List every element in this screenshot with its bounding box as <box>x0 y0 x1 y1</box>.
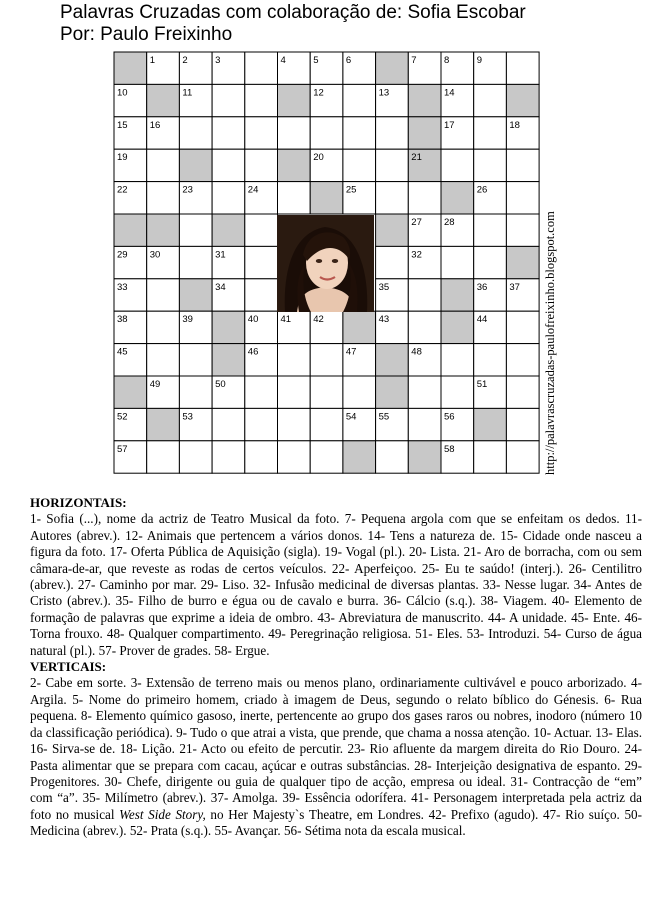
clue-number-1: 1 <box>149 55 155 66</box>
grid-cell[interactable] <box>245 246 278 278</box>
grid-cell[interactable] <box>376 117 409 149</box>
grid-cell[interactable] <box>506 376 539 408</box>
grid-cell[interactable] <box>506 408 539 440</box>
clue-number-22: 22 <box>117 184 128 196</box>
verticais-heading: VERTICAIS: <box>30 659 107 675</box>
black-cell <box>179 279 212 311</box>
grid-cell[interactable] <box>278 182 311 214</box>
black-cell <box>212 344 245 376</box>
grid-cell[interactable] <box>212 149 245 181</box>
clue-number-32: 32 <box>411 249 422 261</box>
grid-cell[interactable] <box>408 279 441 311</box>
grid-cell[interactable] <box>212 182 245 214</box>
grid-cell[interactable] <box>245 279 278 311</box>
black-cell <box>408 117 441 149</box>
black-cell <box>474 408 507 440</box>
clue-number-17: 17 <box>444 119 455 131</box>
clue-number-54: 54 <box>345 411 357 423</box>
clue-number-19: 19 <box>117 152 128 164</box>
clue-number-16: 16 <box>149 119 161 131</box>
clue-number-7: 7 <box>411 55 417 66</box>
grid-cell[interactable] <box>310 408 343 440</box>
grid-cell[interactable] <box>179 117 212 149</box>
black-cell <box>343 441 376 473</box>
clue-number-35: 35 <box>378 281 390 293</box>
clue-number-38: 38 <box>117 314 128 326</box>
black-cell <box>179 149 212 181</box>
grid-cell[interactable] <box>310 344 343 376</box>
black-cell <box>376 214 409 246</box>
grid-cell[interactable] <box>245 376 278 408</box>
clue-number-8: 8 <box>444 55 450 66</box>
black-cell <box>114 376 147 408</box>
black-cell <box>441 311 474 343</box>
black-cell <box>408 441 441 473</box>
grid-cell[interactable] <box>376 149 409 181</box>
clues-section <box>30 495 642 840</box>
clue-number-11: 11 <box>182 87 193 99</box>
black-cell <box>212 311 245 343</box>
grid-cell[interactable] <box>278 117 311 149</box>
grid-cell[interactable] <box>278 344 311 376</box>
grid-cell[interactable] <box>310 117 343 149</box>
grid-cell[interactable] <box>147 149 180 181</box>
clue-number-21: 21 <box>411 152 422 164</box>
black-cell <box>147 408 180 440</box>
grid-cell[interactable] <box>408 376 441 408</box>
black-cell <box>376 376 409 408</box>
clue-number-30: 30 <box>149 249 161 261</box>
grid-cell[interactable] <box>179 376 212 408</box>
verticais-clues <box>30 675 642 839</box>
clue-number-46: 46 <box>247 346 259 358</box>
black-cell <box>441 182 474 214</box>
grid-cell[interactable] <box>245 84 278 116</box>
grid-cell[interactable] <box>179 344 212 376</box>
grid-cell[interactable] <box>343 376 376 408</box>
crossword-grid[interactable] <box>113 51 541 475</box>
grid-cell[interactable] <box>179 246 212 278</box>
clue-number-4: 4 <box>280 55 286 66</box>
clue-number-27: 27 <box>411 217 422 228</box>
grid-cell[interactable] <box>506 182 539 214</box>
black-cell <box>310 182 343 214</box>
grid-cell[interactable] <box>245 408 278 440</box>
clue-number-9: 9 <box>476 55 482 66</box>
grid-cell[interactable] <box>278 408 311 440</box>
grid-cell[interactable] <box>310 376 343 408</box>
clue-number-28: 28 <box>444 217 455 228</box>
clue-number-6: 6 <box>345 55 352 66</box>
black-cell <box>408 84 441 116</box>
grid-cell[interactable] <box>506 311 539 343</box>
clue-number-44: 44 <box>476 314 488 326</box>
clue-number-55: 55 <box>378 411 390 423</box>
grid-cell[interactable] <box>245 52 278 84</box>
grid-cell[interactable] <box>212 84 245 116</box>
grid-cell[interactable] <box>474 117 507 149</box>
grid-cell[interactable] <box>506 149 539 181</box>
black-cell <box>147 84 180 116</box>
grid-cell[interactable] <box>147 311 180 343</box>
grid-cell[interactable] <box>310 441 343 473</box>
horizontais-clues: 1- Sofia (...), nome da actriz de Teatro Musical da foto. 7- Pequena argola com que se enfeitam os dedos. 11- Autores (abrev.). 12- Animais que pertencem a vários donos. 14- Tens a natureza de. 15- Cidade onde nasceu a figura da foto. 17- Oferta Pública de Aquisição (sigla). 19- Vogal (pl.). 20- Lista. 21- Aro de borracha, com ou sem câmara-de-ar, que reveste as rodas de certos veículos. 22- Aperfeiçoo. 25- Eu te saúdo! (interj.). 26- Centilitro (abrev.). 27- Caminho por mar. 29- Liso. 32- Infusão medicinal de diversas plantas. 33- Nesse lugar. 34- Antes de Cristo (abrev.). 35- Filho de burro e égua ou de cavalo e burra. 36- Cálcio (s.q.). 38- Viagem. 40- Elemento de formação de palavras que exprime a ideia de ombro. 43- Abreviatura de manuscrito. 44- A unidade. 45- Ente. 46- Torna frouxo. 48- Qualquer compartimento. 49- Peregrinação religiosa. 51- Eles. 53- Introduzi. 54- Curso de água natural (pl.). 57- Prover de grades. 58- Ergue. <box>30 511 642 658</box>
grid-cell[interactable] <box>245 441 278 473</box>
grid-cell[interactable] <box>474 149 507 181</box>
puzzle-author: Por: Paulo Freixinho <box>60 24 233 45</box>
horizontais-heading: HORIZONTAIS: <box>30 495 127 510</box>
grid-cell[interactable] <box>441 149 474 181</box>
verticais-clues-part2: no Her Majesty`s Theatre, em Londres. 42- Prefixo (agudo). 47- Rio suíço. 50- Medicina (abrev.). 52- Prata (s.q.). 55- Avançar. 56- Sétima nota da escala musical. <box>30 806 642 839</box>
grid-cell[interactable] <box>408 311 441 343</box>
clue-number-40: 40 <box>247 314 259 326</box>
black-cell <box>278 149 311 181</box>
grid-cell[interactable] <box>147 344 180 376</box>
grid-cell[interactable] <box>376 441 409 473</box>
grid-cell[interactable] <box>245 117 278 149</box>
grid-cell[interactable] <box>506 52 539 84</box>
grid-cell[interactable] <box>474 214 507 246</box>
black-cell <box>506 84 539 116</box>
clue-number-5: 5 <box>313 55 319 66</box>
clue-number-43: 43 <box>378 314 390 326</box>
clue-number-58: 58 <box>444 443 455 455</box>
musical-title: West Side Story, <box>119 806 206 822</box>
clue-number-56: 56 <box>444 411 455 423</box>
clue-number-53: 53 <box>182 411 193 423</box>
black-cell <box>441 279 474 311</box>
woman-portrait-photo <box>277 215 374 312</box>
grid-cell[interactable] <box>343 117 376 149</box>
grid-cell[interactable] <box>474 344 507 376</box>
grid-cell[interactable] <box>441 246 474 278</box>
grid-cell[interactable] <box>179 214 212 246</box>
grid-cell[interactable] <box>506 214 539 246</box>
grid-cell[interactable] <box>278 376 311 408</box>
black-cell <box>114 52 147 84</box>
clue-number-45: 45 <box>117 346 128 358</box>
clue-number-23: 23 <box>182 184 193 196</box>
clue-number-24: 24 <box>247 184 259 196</box>
black-cell <box>376 52 409 84</box>
portrait-icon <box>277 215 374 312</box>
grid-cell[interactable] <box>506 441 539 473</box>
clue-number-39: 39 <box>182 314 193 326</box>
clue-number-13: 13 <box>378 87 390 99</box>
clue-number-49: 49 <box>149 379 161 390</box>
clue-number-2: 2 <box>182 55 188 66</box>
clue-number-3: 3 <box>215 55 221 66</box>
black-cell <box>147 214 180 246</box>
clue-number-42: 42 <box>313 314 324 326</box>
black-cell <box>212 214 245 246</box>
grid-cell[interactable] <box>474 246 507 278</box>
black-cell <box>278 84 311 116</box>
clue-number-36: 36 <box>476 281 488 293</box>
grid-cell[interactable] <box>212 117 245 149</box>
grid-cell[interactable] <box>474 84 507 116</box>
grid-cell[interactable] <box>376 246 409 278</box>
clue-number-33: 33 <box>117 281 128 293</box>
grid-cell[interactable] <box>343 149 376 181</box>
clue-number-15: 15 <box>117 119 128 131</box>
black-cell <box>506 246 539 278</box>
black-cell <box>114 214 147 246</box>
grid-cell[interactable] <box>179 441 212 473</box>
clue-number-31: 31 <box>215 249 226 261</box>
grid-cell[interactable] <box>441 376 474 408</box>
clue-number-10: 10 <box>117 87 128 99</box>
puzzle-title: Palavras Cruzadas com colaboração de: Sofia Escobar <box>60 2 526 23</box>
clue-number-41: 41 <box>280 314 292 326</box>
grid-cell[interactable] <box>408 408 441 440</box>
grid-cell[interactable] <box>147 182 180 214</box>
clue-number-48: 48 <box>411 346 422 358</box>
clue-number-51: 51 <box>476 379 488 390</box>
blog-url: http://palavrascruzadas-paulofreixinho.blogspot.com <box>543 211 557 475</box>
grid-cell[interactable] <box>147 441 180 473</box>
grid-cell[interactable] <box>147 279 180 311</box>
clue-number-47: 47 <box>345 346 357 358</box>
clue-number-18: 18 <box>509 119 520 131</box>
black-cell <box>343 311 376 343</box>
clue-number-14: 14 <box>444 87 455 99</box>
clue-number-12: 12 <box>313 87 324 99</box>
grid-cell[interactable] <box>212 408 245 440</box>
clue-number-26: 26 <box>476 184 488 196</box>
clue-number-20: 20 <box>313 152 324 164</box>
grid-cell[interactable] <box>441 344 474 376</box>
grid-cell[interactable] <box>376 182 409 214</box>
verticais-clues-part1: 2- Cabe em sorte. 3- Extensão de terreno mais ou menos plano, ordinariamente cultivável e pouco arborizado. 4- Argila. 5- Nome do primeiro homem, criado à imagem de Deus, segundo o relato bíblico do Génesis. 6- Rua pequena. 8- Elemento químico gasoso, inerte, pertencente ao grupo dos gases raros ou nobres, inodoro (número 10 da classificação periódica). 9- Tudo o que atrai a vista, que prende, que chama a nossa atenção. 10- Actuar. 13- Elas. 16- Sirva-se de. 18- Lição. 21- Acto ou efeito de percutir. 23- Rio afluente da margem direita do Rio Douro. 24- Pasta alimentar que se prepara com cacau, açúcar e outras substâncias. 28- Interjeição designativa de espanto. 29- Progenitores. 30- Chefe, dirigente ou guia de qualquer tipo de acção, empresa ou ideal. 31- Contracção de “em” com “a”. 35- Milímetro (abrev.). 37- Amolga. 39- Essência odorífera. 41- Personagem interpretada pela actriz da foto no musical <box>30 675 642 822</box>
clue-number-57: 57 <box>117 443 128 455</box>
clue-number-37: 37 <box>509 281 520 293</box>
grid-cell[interactable] <box>408 182 441 214</box>
grid-cell[interactable] <box>343 84 376 116</box>
grid-cell[interactable] <box>212 441 245 473</box>
grid-cell[interactable] <box>245 214 278 246</box>
clue-number-34: 34 <box>215 281 226 293</box>
clue-number-29: 29 <box>117 249 128 261</box>
black-cell <box>376 344 409 376</box>
clue-number-50: 50 <box>215 379 226 390</box>
clue-number-25: 25 <box>345 184 357 196</box>
grid-cell[interactable] <box>474 441 507 473</box>
clue-number-52: 52 <box>117 411 128 423</box>
grid-cell[interactable] <box>506 344 539 376</box>
grid-cell[interactable] <box>245 149 278 181</box>
grid-cell[interactable] <box>278 441 311 473</box>
